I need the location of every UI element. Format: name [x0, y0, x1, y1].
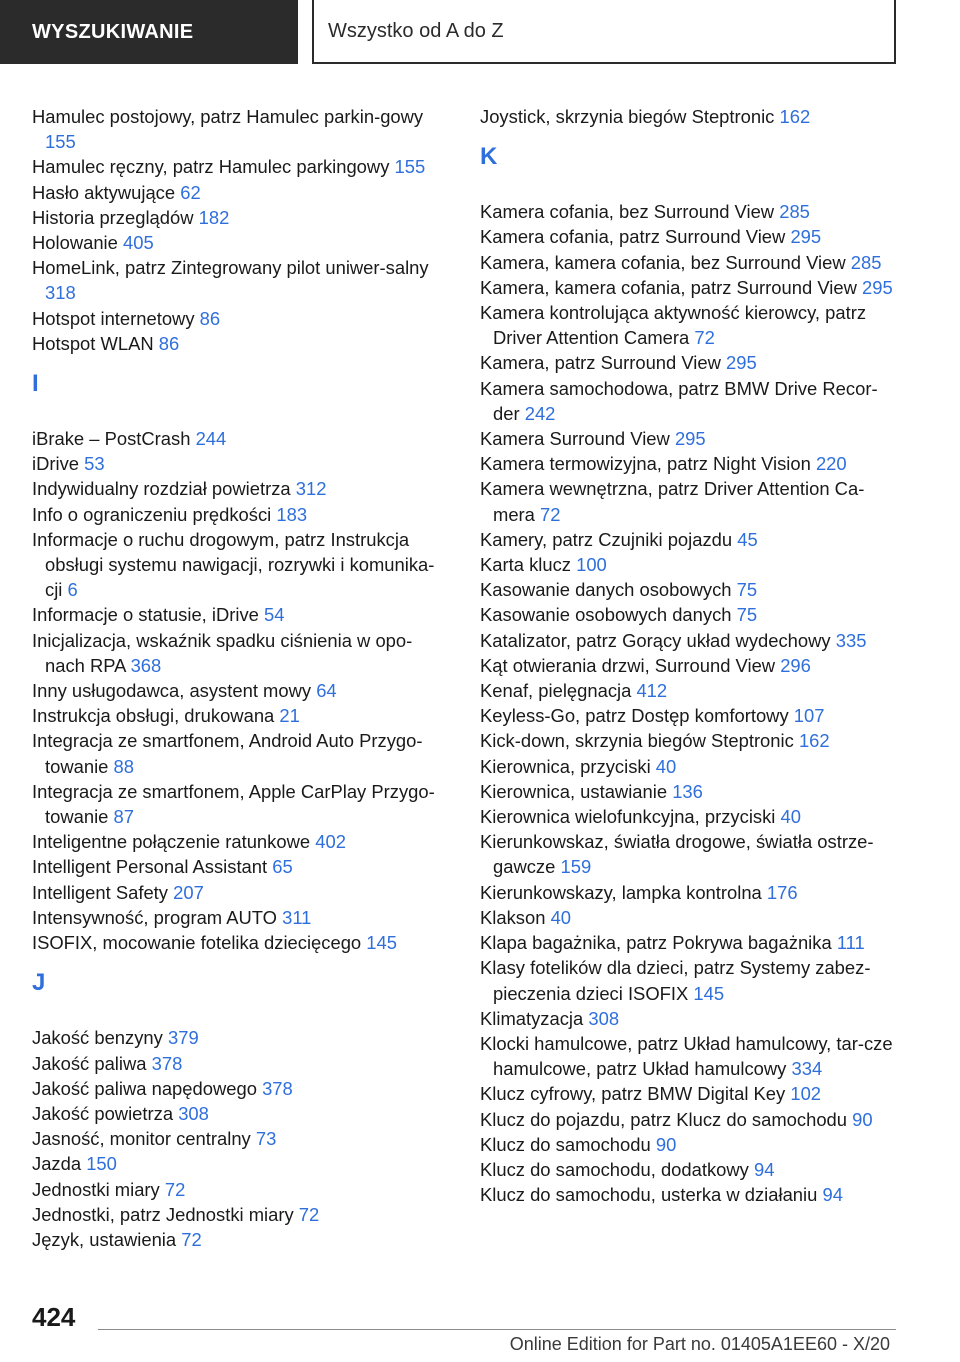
page-reference-link[interactable]: 378	[262, 1077, 293, 1099]
page-reference-link[interactable]: 183	[276, 503, 308, 525]
index-entry	[32, 1051, 450, 1076]
page-reference-link[interactable]: 40	[655, 755, 677, 777]
index-entry-text: Kierownica wielofunkcyjna, przyciski	[480, 806, 776, 828]
index-entry	[32, 854, 450, 879]
page-reference-link[interactable]: 312	[295, 478, 327, 500]
page-reference-link[interactable]: 296	[780, 654, 811, 676]
index-entry	[32, 331, 450, 356]
page-reference-link[interactable]: 182	[198, 206, 230, 228]
page-reference-link[interactable]: 45	[737, 528, 758, 550]
index-entry	[32, 703, 450, 728]
index-entry-text: Kąt otwierania drzwi, Surround View	[480, 654, 776, 676]
page-reference-link[interactable]: 87	[113, 806, 134, 828]
index-entry	[480, 1006, 900, 1031]
index-entry	[480, 1107, 900, 1132]
index-entry	[480, 451, 900, 476]
index-entry-text: Kierunkowskazy, lampka kontrolna	[480, 881, 762, 903]
index-entry-text: Kierownica, ustawianie	[480, 780, 668, 802]
index-entry	[480, 350, 900, 375]
page-reference-link[interactable]: 308	[588, 1007, 620, 1029]
page-reference-link[interactable]: 295	[861, 276, 893, 298]
index-entry	[32, 230, 450, 255]
index-entry	[480, 552, 900, 577]
page-reference-link[interactable]: 72	[164, 1178, 186, 1200]
page-reference-link[interactable]: 102	[790, 1083, 822, 1105]
index-entry-text: Jednostki, patrz Jednostki miary	[32, 1203, 294, 1225]
index-entry	[32, 1227, 450, 1252]
page-reference-link[interactable]: 21	[279, 705, 300, 727]
page-reference-link[interactable]: 107	[793, 705, 825, 727]
page-reference-link[interactable]: 295	[726, 352, 757, 374]
page-reference-link[interactable]: 402	[315, 831, 346, 853]
index-entry	[480, 628, 900, 653]
page-reference-link[interactable]: 176	[766, 881, 798, 903]
page-reference-link[interactable]: 145	[366, 932, 397, 954]
index-entry-text: Hotspot WLAN	[32, 332, 154, 354]
page-reference-link[interactable]: 145	[693, 982, 725, 1004]
index-entry	[32, 779, 450, 829]
index-entry	[480, 199, 900, 224]
index-entry	[32, 306, 450, 331]
index-letter-heading: K	[480, 143, 498, 171]
page-reference-link[interactable]: 64	[316, 680, 337, 702]
index-entry-text: Klimatyzacja	[480, 1007, 584, 1029]
index-entry	[32, 1101, 450, 1126]
index-entry-text: Integracja ze smartfonem, Apple CarPlay Przygo-towanie	[32, 780, 435, 828]
index-entry-text: Kick-down, skrzynia biegów Steptronic	[480, 730, 794, 752]
index-entry	[480, 1182, 900, 1207]
index-entry	[480, 930, 900, 955]
index-entry-text: Kamera Surround View	[480, 428, 670, 450]
index-entry-text: Hamulec ręczny, patrz Hamulec parkingowy	[32, 156, 390, 178]
index-entry-text: Klakson	[480, 906, 546, 928]
index-entry	[480, 728, 900, 753]
index-entry	[480, 703, 900, 728]
index-letter-heading: J	[32, 969, 46, 997]
index-entry	[480, 1031, 900, 1081]
index-entry-text: Informacje o statusie, iDrive	[32, 604, 259, 626]
index-entry	[480, 426, 900, 451]
index-entry-text: Kamera, kamera cofania, patrz Surround View	[480, 276, 857, 298]
index-entry-text: Inicjalizacja, wskaźnik spadku ciśnienia w opo-nach RPA	[32, 629, 413, 676]
index-entry	[32, 829, 450, 854]
page-reference-link[interactable]: 162	[798, 730, 830, 752]
page-reference-link[interactable]: 72	[540, 503, 561, 525]
index-entry-text: Hasło aktywujące	[32, 181, 176, 203]
index-entry	[32, 880, 450, 905]
index-entry-text: iDrive	[32, 453, 80, 475]
page-reference-link[interactable]: 285	[779, 201, 810, 223]
index-entry-text: Kamera wewnętrzna, patrz Driver Attention Ca-mera	[480, 478, 865, 525]
page-reference-link[interactable]: 6	[67, 579, 78, 601]
page-reference-link[interactable]: 220	[815, 453, 847, 475]
index-entry-text: Kamera cofania, patrz Surround View	[480, 226, 786, 248]
index-entry-text: Jakość benzyny	[32, 1027, 163, 1049]
index-entry	[32, 104, 450, 154]
page-reference-link[interactable]: 90	[655, 1133, 677, 1155]
section-tab[interactable]: WYSZUKIWANIE	[0, 0, 298, 64]
index-entry-text: Hotspot internetowy	[32, 307, 195, 329]
index-entry-text: Kamera termowizyjna, patrz Night Vision	[480, 453, 811, 475]
index-entry-text: Keyless-Go, patrz Dostęp komfortowy	[480, 705, 789, 727]
edition-note: Online Edition for Part no. 01405A1EE60 - X/20	[509, 1334, 890, 1354]
index-entry	[32, 205, 450, 230]
footer-divider	[98, 1329, 896, 1330]
index-entry	[480, 224, 900, 249]
index-entry	[480, 1157, 900, 1182]
page-reference-link[interactable]: 62	[180, 181, 201, 203]
page-reference-link[interactable]: 88	[113, 755, 134, 777]
index-entry	[480, 1081, 900, 1106]
index-entry	[32, 154, 450, 179]
page-reference-link[interactable]: 155	[394, 156, 426, 178]
page-reference-link[interactable]: 86	[199, 307, 221, 329]
index-entry-text: Holowanie	[32, 232, 118, 254]
index-entry	[32, 602, 450, 627]
index-entry-text: Język, ustawienia	[32, 1228, 177, 1250]
page-reference-link[interactable]: 334	[791, 1058, 823, 1080]
index-entry-text: Instrukcja obsługi, drukowana	[32, 705, 275, 727]
index-entry	[480, 577, 900, 602]
index-entry-text: Kamery, patrz Czujniki pojazdu	[480, 528, 733, 550]
index-entry	[480, 678, 900, 703]
page-reference-link[interactable]: 308	[178, 1102, 209, 1124]
index-entry	[32, 255, 450, 305]
index-entry-text: Joystick, skrzynia biegów Steptronic	[480, 106, 775, 127]
index-entry-text: Kierownica, przyciski	[480, 755, 651, 777]
page-number: 424	[32, 1302, 76, 1332]
index-entry	[32, 628, 450, 678]
index-entry-text: Kamera, kamera cofania, bez Surround View	[480, 251, 846, 273]
index-entry	[480, 275, 900, 300]
page-reference-link[interactable]: 405	[123, 232, 154, 254]
index-entry-text: Jakość paliwa	[32, 1052, 147, 1074]
page-reference-link[interactable]: 111	[836, 932, 865, 954]
index-entry	[32, 905, 450, 930]
page-reference-link[interactable]: 295	[674, 428, 706, 450]
page-reference-link[interactable]: 40	[550, 906, 572, 928]
index-entry	[32, 1025, 450, 1050]
index-entry	[480, 653, 900, 678]
page-reference-link[interactable]: 318	[45, 282, 76, 304]
index-entry-text: Klucz do samochodu, usterka w działaniu	[480, 1184, 818, 1206]
index-entry	[480, 602, 900, 627]
page-reference-link[interactable]: 100	[576, 554, 607, 576]
page-reference-link[interactable]: 75	[736, 604, 758, 626]
page-reference-link[interactable]: 412	[636, 680, 668, 702]
index-entry	[32, 476, 450, 501]
index-entry-text: Klasy fotelików dla dzieci, patrz Systemy zabez-pieczenia dzieci ISOFIX	[480, 957, 871, 1004]
index-entry-text: Klucz cyfrowy, patrz BMW Digital Key	[480, 1083, 786, 1105]
page-reference-link[interactable]: 72	[694, 327, 715, 349]
index-entry-text: Kasowanie osobowych danych	[480, 604, 732, 626]
index-entry	[480, 955, 900, 1005]
index-entry-text: Katalizator, patrz Gorący układ wydechowy	[480, 629, 831, 651]
page-reference-link[interactable]: 90	[852, 1108, 873, 1130]
page-reference-link[interactable]: 94	[754, 1158, 775, 1180]
page-reference-link[interactable]: 378	[151, 1052, 183, 1074]
page-reference-link[interactable]: 72	[181, 1228, 202, 1250]
index-entry	[480, 476, 900, 526]
index-entry	[32, 527, 450, 603]
index-entry	[32, 1076, 450, 1101]
page-reference-link[interactable]: 94	[822, 1184, 843, 1206]
index-entry	[32, 426, 450, 451]
index-entry-text: Kamera samochodowa, patrz BMW Drive Recor-der	[480, 377, 878, 424]
page-reference-link[interactable]: 73	[255, 1128, 277, 1150]
page-header	[0, 0, 960, 66]
index-entry-text: ISOFIX, mocowanie fotelika dziecięcego	[32, 932, 362, 954]
index-entry-text: Kamera cofania, bez Surround View	[480, 201, 775, 223]
index-column-right	[480, 104, 900, 1207]
index-entry-text: Karta klucz	[480, 554, 571, 576]
index-entry-text: Kamera kontrolująca aktywność kierowcy, patrz Driver Attention Camera	[480, 302, 867, 349]
index-entry-text: Intelligent Safety	[32, 881, 168, 903]
index-entry-text: Kamera, patrz Surround View	[480, 352, 721, 374]
page-reference-link[interactable]: 207	[173, 881, 204, 903]
index-entry	[32, 930, 450, 955]
index-entry	[32, 728, 450, 778]
page-reference-link[interactable]: 65	[272, 856, 293, 878]
index-entry-text: HomeLink, patrz Zintegrowany pilot uniwer-salny	[32, 257, 429, 279]
page-reference-link[interactable]: 155	[45, 131, 76, 153]
page-reference-link[interactable]: 285	[850, 251, 882, 273]
index-entry-text: Kierunkowskaz, światła drogowe, światła ostrze-gawcze	[480, 831, 874, 878]
index-entry-text: Jakość powietrza	[32, 1102, 174, 1124]
index-entry-text: Klapa bagażnika, patrz Pokrywa bagażnika	[480, 932, 832, 954]
page-reference-link[interactable]: 86	[158, 332, 180, 354]
page-reference-link[interactable]: 295	[790, 226, 822, 248]
index-entry	[480, 104, 900, 129]
page-reference-link[interactable]: 162	[779, 106, 811, 127]
index-entry-text: Klucz do pojazdu, patrz Klucz do samochodu	[480, 1108, 848, 1130]
page-reference-link[interactable]: 72	[298, 1203, 320, 1225]
index-entry-text: Jazda	[32, 1153, 82, 1175]
index-entry	[480, 376, 900, 426]
index-entry	[480, 527, 900, 552]
page-reference-link[interactable]: 311	[282, 906, 312, 928]
index-column-left	[32, 104, 450, 1252]
page-reference-link[interactable]: 379	[167, 1027, 199, 1049]
index-entry-text: Intensywność, program AUTO	[32, 906, 277, 928]
index-entry	[480, 779, 900, 804]
index-entry-text: Kasowanie danych osobowych	[480, 579, 732, 601]
index-entry-text: Historia przeglądów	[32, 206, 194, 228]
index-entry	[32, 678, 450, 703]
index-entry-text: Hamulec postojowy, patrz Hamulec parkin-gowy	[32, 106, 424, 127]
index-entry	[32, 180, 450, 205]
page-reference-link[interactable]: 40	[780, 806, 801, 828]
index-entry-text: Klucz do samochodu, dodatkowy	[480, 1158, 749, 1180]
page-reference-link[interactable]: 159	[560, 856, 592, 878]
index-entry	[32, 451, 450, 476]
index-entry-text: Intelligent Personal Assistant	[32, 856, 268, 878]
page-reference-link[interactable]: 53	[84, 453, 105, 475]
page-reference-link[interactable]: 368	[130, 654, 162, 676]
index-entry-text: Informacje o ruchu drogowym, patrz Instrukcja obsługi systemu nawigacji, rozrywki i komunika-cji	[32, 528, 435, 601]
index-entry	[32, 1177, 450, 1202]
index-letter-heading: I	[32, 370, 39, 398]
page-reference-link[interactable]: 242	[524, 402, 556, 424]
index-entry	[480, 829, 900, 879]
page-reference-link[interactable]: 150	[86, 1153, 117, 1175]
page-reference-link[interactable]: 244	[195, 428, 227, 450]
index-entry-text: Kenaf, pielęgnacja	[480, 680, 632, 702]
index-entry-text: Integracja ze smartfonem, Android Auto Przygo-towanie	[32, 730, 423, 777]
index-entry	[480, 804, 900, 829]
index-entry-text: Indywidualny rozdział powietrza	[32, 478, 291, 500]
index-entry	[480, 250, 900, 275]
index-entry-text: Klucz do samochodu	[480, 1133, 651, 1155]
index-entry-text: Inteligentne połączenie ratunkowe	[32, 831, 311, 853]
index-entry	[32, 1202, 450, 1227]
index-entry	[480, 300, 900, 350]
index-entry	[480, 754, 900, 779]
index-entry	[32, 1151, 450, 1176]
index-entry	[480, 905, 900, 930]
page-reference-link[interactable]: 335	[835, 629, 867, 651]
index-entry-text: iBrake – PostCrash	[32, 428, 191, 450]
index-entry-text: Info o ograniczeniu prędkości	[32, 503, 272, 525]
index-entry-text: Jednostki miary	[32, 1178, 160, 1200]
chapter-tab[interactable]: Wszystko od A do Z	[312, 0, 896, 64]
index-entry	[32, 1126, 450, 1151]
index-entry-text: Jakość paliwa napędowego	[32, 1077, 257, 1099]
index-entry-text: Inny usługodawca, asystent mowy	[32, 680, 312, 702]
page-reference-link[interactable]: 75	[736, 579, 758, 601]
index-entry	[32, 502, 450, 527]
index-entry	[480, 1132, 900, 1157]
index-entry-text: Klocki hamulcowe, patrz Układ hamulcowy, tar-cze hamulcowe, patrz Układ hamulcowy	[480, 1032, 893, 1080]
page-reference-link[interactable]: 136	[672, 780, 703, 802]
index-entry	[480, 880, 900, 905]
page-reference-link[interactable]: 54	[264, 604, 285, 626]
index-entry-text: Jasność, monitor centralny	[32, 1128, 251, 1150]
